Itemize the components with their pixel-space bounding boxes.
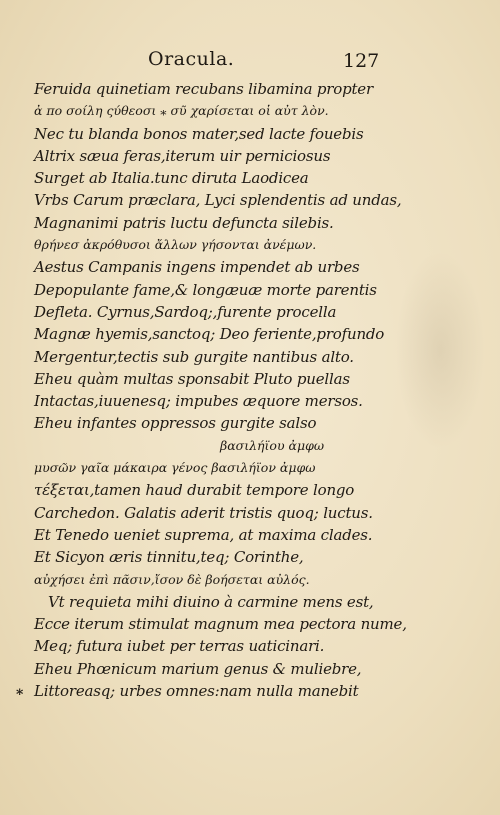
line-text: Vt requieta mihi diuino à carmine mens est, (48, 592, 374, 611)
line-text: μυσῶν γαῖα μάκαιρα γένος βασιλήϊον ἀμφω (34, 460, 316, 476)
line-text: τέξεται,tamen haud durabit tempore longo (34, 481, 355, 500)
line-text: Eheu infantes oppressos gurgite salso (34, 414, 317, 433)
verse-line (28, 279, 377, 301)
asterisk-mark: ⁎ (16, 683, 24, 700)
verse-line (28, 323, 385, 345)
verse-line (28, 145, 373, 167)
verse-line (28, 546, 373, 568)
line-text: Altrix sæua feras,iterum uir perniciosus (34, 146, 331, 165)
line-text: Surget ab Italia.tunc diruta Laodicea (34, 169, 309, 188)
line-text: Littoreasq; urbes omnes:nam nulla manebit (34, 682, 359, 701)
line-text: Eheu Phœnicum marium genus & muliebre, (34, 659, 362, 678)
verse-line (28, 301, 373, 323)
verse-line (28, 390, 373, 412)
line-text: Et Sicyon æris tinnitu,teq; Corinthe, (34, 548, 304, 567)
line-text: Intactas,iuuenesq; impubes æquore mersos. (34, 392, 363, 411)
line-text: ἀ πο σοίλη ςύθεοσι ⁎ σῦ χαρίσεται οἱ αὐτ λὸν. (34, 103, 329, 119)
line-text: Magnanimi patris luctu defuncta silebis. (34, 213, 334, 232)
line-text: Mergentur,tectis sub gurgite nantibus alto. (34, 347, 354, 366)
greek-text-line (28, 234, 373, 256)
greek-text-line (28, 435, 373, 457)
greek-text-line (28, 100, 373, 122)
verse-line (28, 635, 373, 657)
verse-line (16, 680, 373, 702)
line-text: Meq; futura iubet per terras uaticinari. (34, 637, 325, 656)
line-text: Carchedon. Galatis aderit tristis quoq; luctus. (34, 503, 373, 522)
verse-line (28, 613, 407, 635)
line-text: θρήνεσ ἀκρόθυσοι ἄλλων γήσονται ἀνέμων. (34, 237, 317, 253)
verse-line (28, 256, 373, 278)
line-text: Vrbs Carum præclara, Lyci splendentis ad undas, (34, 191, 402, 210)
line-text: Ecce iterum stimulat magnum mea pectora nume, (34, 615, 407, 634)
verse-line (28, 524, 373, 546)
verse-line (28, 189, 402, 211)
line-text: Magnæ hyemis,sanctoq; Deo feriente,profundo (34, 325, 385, 344)
verse-block (16, 78, 407, 702)
line-text: Defleta. Cyrnus,Sardoq;,furente procella (34, 302, 337, 321)
verse-line (28, 479, 373, 501)
line-text: Feruida quinetiam recubans libamina propter (34, 80, 373, 98)
line-text: Aestus Campanis ingens impendet ab urbes (34, 258, 360, 277)
line-text: Depopulante fame,& longæuæ morte parentis (34, 280, 377, 299)
verse-line (28, 212, 373, 234)
verse-line (28, 591, 373, 613)
verse-line (28, 346, 373, 368)
line-text: Et Tenedo ueniet suprema, at maxima clades. (34, 525, 373, 544)
verse-line (28, 412, 373, 434)
bleed-through-shadow (395, 250, 485, 450)
line-text: βασιλήϊου ἀμφω (220, 437, 325, 453)
verse-line (28, 658, 373, 680)
line-text: Eheu quàm multas sponsabit Pluto puellas (34, 369, 350, 388)
verse-line (28, 78, 373, 100)
verse-line (28, 123, 373, 145)
greek-text-line (28, 457, 373, 479)
running-head: Oracula. (148, 48, 235, 70)
line-text: Nec tu blanda bonos mater,sed lacte fouebis (34, 124, 364, 143)
verse-line (28, 502, 373, 524)
page-number: 127 (343, 50, 380, 72)
greek-text-line (28, 569, 373, 591)
line-text: αὐχήσει ἐπὶ πᾶσιν,ἴσον δὲ βοήσεται αὐλός. (34, 571, 310, 587)
verse-line (28, 368, 373, 390)
verse-line (28, 167, 373, 189)
